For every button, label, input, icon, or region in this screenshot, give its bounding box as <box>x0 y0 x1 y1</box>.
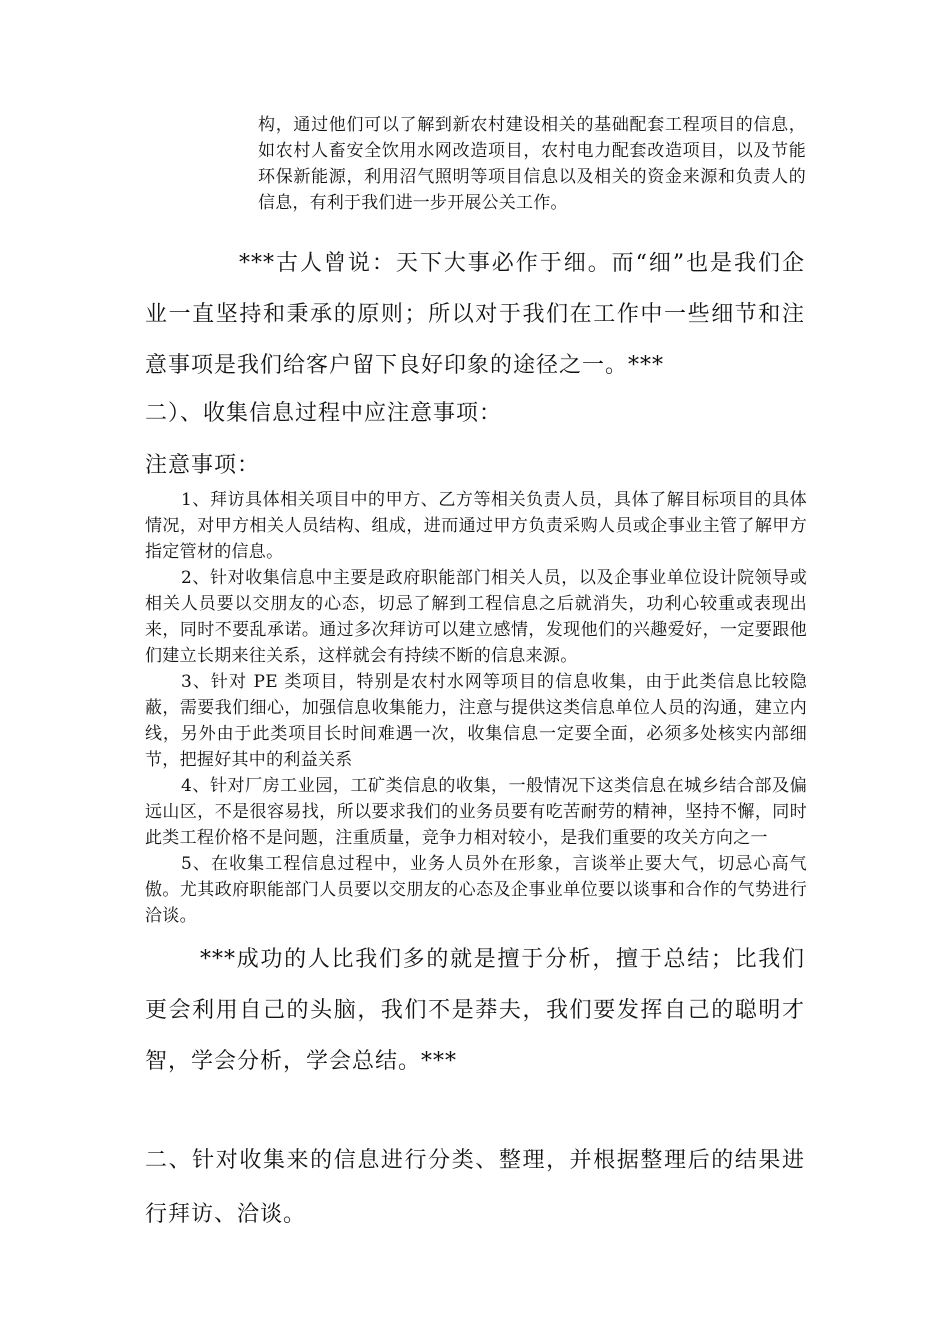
intro-paragraph <box>258 112 806 216</box>
quote-1-text: ***古人曾说：天下大事必作于细。而“细”也是我们企业一直坚持和秉承的原则；所以对于我们在工作中一些细节和注意事项是我们给客户留下良好印象的途径之一。*** <box>145 251 805 378</box>
section-2-text: 二、针对收集来的信息进行分类、整理，并根据整理后的结果进行拜访、洽谈。 <box>145 1148 805 1227</box>
heading-notes: 注意事项： <box>145 453 261 478</box>
section-2-heading <box>145 1134 805 1242</box>
note-item-3: 3、针对 PE 类项目，特别是农村水网等项目的信息收集，由于此类信息比较隐蔽，需要我们细心，加强信息收集能力，注意与提供这类信息单位人员的沟通，建立内线，另外由于此类项目长时间难遇一次，收集信息一定要全面，必须多处核实内部细节，把握好其中的利益关系 <box>145 672 807 770</box>
note-item-1: 1、拜访具体相关项目中的甲方、乙方等相关负责人员，具体了解目标项目的具体情况，对甲方相关人员结构、组成，进而通过甲方负责采购人员或企事业主管了解甲方指定管材的信息。 <box>145 490 807 562</box>
intro-text: 构，通过他们可以了解到新农村建设相关的基础配套工程项目的信息，如农村人畜安全饮用水网改造项目，农村电力配套改造项目，以及节能环保新能源，利用沼气照明等项目信息以及相关的资金来源和负责人的信息，有利于我们进一步开展公关工作。 <box>258 115 806 213</box>
quote-2-text: ***成功的人比我们多的就是擅于分析，擅于总结；比我们更会利用自己的头脑，我们不是莽夫，我们要发挥自己的聪明才智，学会分析，学会总结。*** <box>145 947 805 1074</box>
note-item-4: 4、针对厂房工业园，工矿类信息的收集，一般情况下这类信息在城乡结合部及偏远山区，不是很容易找，所以要求我们的业务员要有吃苦耐劳的精神，坚持不懈，同时此类工程价格不是问题，注重质量，竞争力相对较小，是我们重要的攻关方向之一 <box>145 776 807 848</box>
notes-list <box>145 487 807 929</box>
quote-block-2 <box>145 934 805 1087</box>
heading-collect-info: 二）、收集信息过程中应注意事项： <box>145 401 503 426</box>
quote-block-1 <box>145 238 805 391</box>
note-item-5: 5、在收集工程信息过程中，业务人员外在形象，言谈举止要大气，切忌心高气傲。尤其政府职能部门人员要以交朋友的心态及企事业单位要以谈事和合作的气势进行洽谈。 <box>145 854 807 926</box>
note-item-2: 2、针对收集信息中主要是政府职能部门相关人员，以及企事业单位设计院领导或相关人员要以交朋友的心态，切忌了解到工程信息之后就消失，功利心较重或表现出来，同时不要乱承诺。通过多次拜访可以建立感情，发现他们的兴趣爱好，一定要跟他们建立长期来往关系，这样就会有持续不断的信息来源。 <box>145 568 807 666</box>
